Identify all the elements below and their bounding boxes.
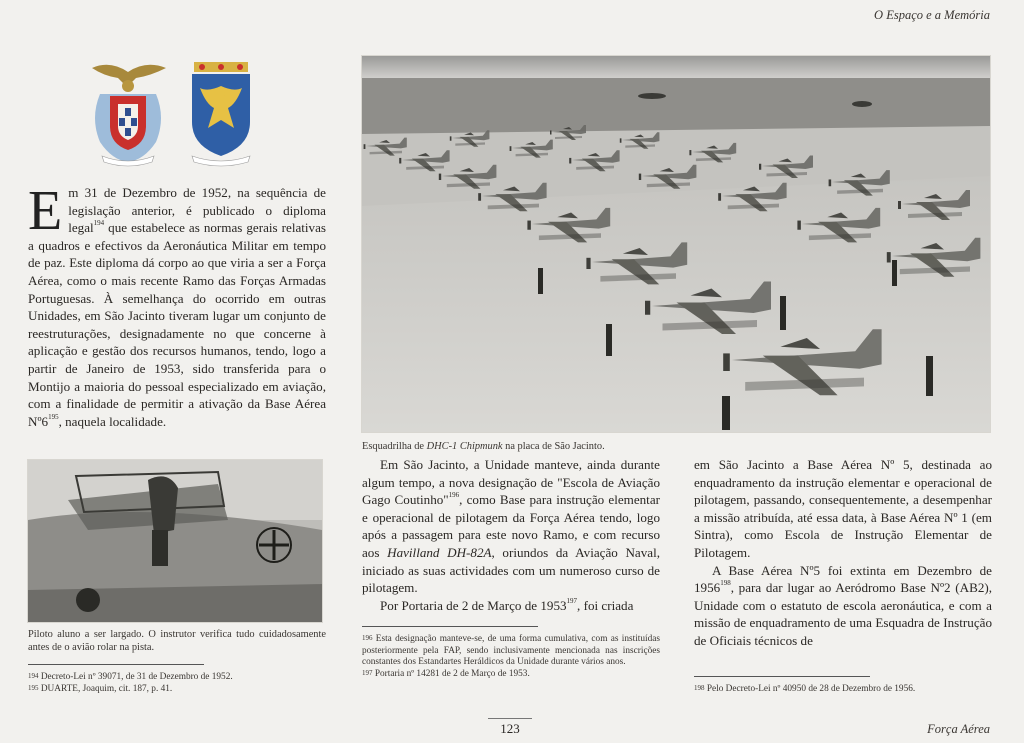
footnote-ref-196: 196 (448, 491, 460, 500)
footnote-number: 194 (28, 672, 39, 680)
footnote-text: Pelo Decreto-Lei nº 40950 de 28 de Dezembro de 1956. (704, 684, 916, 694)
footnote-rule-right (694, 676, 870, 677)
footnote-text: Portaria nº 14281 de 2 de Março de 1953. (372, 668, 530, 679)
footnotes-left (28, 672, 328, 695)
right-paragraph-2 (694, 562, 992, 650)
middle-paragraph-2 (362, 597, 660, 615)
left-paragraph-part-2: que estabelece as normas gerais relativas a quadros e efectivos da Aeronáutica Militar em tempo de paz. Este diploma dá corpo ao que viria a ser a Força Aérea, como o mais recente Ramo das Forças Armadas Portuguesas. À semelhança do ocorrido em outras Unidades, em São Jacinto tiveram lugar um conjunto de reestruturações, designadamente no que concerne à aplicação e gestão dos recursos humanos, tendo, logo a partir de Janeiro de 1953, sido transferida para o Montijo a maioria do pessoal especializado em aviação, com a finalidade de permitir a ativação da Base Aérea Nº6 (28, 220, 326, 429)
small-photo-pilot (28, 460, 322, 622)
footnote-number: 198 (694, 684, 705, 692)
footnote-number: 195 (28, 683, 39, 692)
heraldic-emblems (88, 58, 258, 168)
middle-text-d: Por Portaria de 2 de Março de 1953 (380, 597, 567, 613)
drop-cap: E (28, 180, 63, 242)
small-photo-caption: Piloto aluno a ser largado. O instrutor verifica tudo cuidadosamente antes de o avião rolar na pista. (28, 629, 326, 653)
footnote-number: 196 (362, 634, 373, 642)
right-text-a: A Base Aérea Nº5 foi extinta em Dezembro de 1956 (694, 562, 992, 596)
right-paragraph-1: em São Jacinto a Base Aérea Nº 5, destinada ao enquadramento da instrução elementar e operacional de pilotagem, passando, consequentemente, a desempenhar a missão atribuída, até essa data, à Base Aérea Nº 1 (em Sintra), como Escola de Instrução Elementar de Pilotagem. (694, 457, 992, 560)
aircraft-model: Havilland DH-82A (387, 544, 492, 560)
footnotes-right (694, 684, 992, 696)
footnote-rule-middle (362, 626, 538, 627)
footnotes-middle (362, 634, 660, 680)
main-photo-caption (362, 440, 1002, 453)
footnote-number: 197 (362, 668, 373, 677)
left-paragraph-part-1: m 31 de Dezembro de 1952, na sequência de legislação anterior, é publicado o diploma legal (68, 185, 326, 236)
right-text-b: , para dar lugar ao Aeródromo Base Nº2 (AB2), Unidade com o estatuto de escola aeronáutica, e com a missão de enquadramento de uma Esquadra de Instrução de Oficiais técnicos de (694, 580, 992, 648)
footnote-ref-195: 195 (48, 412, 59, 421)
air-force-emblem (92, 65, 166, 166)
main-photo-chipmunk-squadron (362, 56, 990, 432)
footnote-rule-left (28, 664, 204, 665)
footnote-text: DUARTE, Joaquim, cit. 187, p. 41. (38, 683, 173, 694)
caption-aircraft-name: DHC-1 Chipmunk (426, 441, 503, 452)
footnote-198 (694, 684, 992, 696)
footnote-text: Decreto-Lei nº 39071, de 31 de Dezembro de 1952. (38, 672, 233, 682)
middle-text-e: , foi criada (577, 597, 634, 613)
footnote-ref-197: 197 (566, 596, 578, 605)
running-footer: Força Aérea (927, 722, 990, 736)
right-column-text (694, 456, 992, 650)
footnote-text: Esta designação manteve-se, de uma forma cumulativa, com as instituídas posteriormente pela FAP, sendo inclusivamente mencionada nas inscrições constantes dos Estandartes Heráldicos da Unidade durante vários anos. (362, 634, 660, 667)
left-column-text (28, 180, 326, 430)
footnote-ref-194: 194 (93, 219, 105, 228)
middle-text-c: , oriundos da Aviação Naval, iniciado as suas actividades com um numeroso curso de pilotagem. (362, 544, 660, 596)
middle-text-a: Em São Jacinto, a Unidade manteve, ainda durante algum tempo, a nova designação de "Escola de Aviação Gago Coutinho" (362, 457, 660, 508)
middle-column-text (362, 456, 660, 614)
footnote-197 (362, 669, 660, 681)
footnote-ref-198: 198 (720, 579, 731, 588)
page-number: 123 (488, 718, 532, 737)
footnote-194 (28, 672, 328, 684)
footnote-196 (362, 634, 660, 669)
middle-paragraph-1 (362, 456, 660, 597)
caption-text: Esquadrilha de (362, 441, 427, 452)
left-paragraph-part-3: , naquela localidade. (58, 413, 167, 429)
caption-text-end: na placa de São Jacinto. (502, 441, 605, 452)
base-coat-of-arms (192, 62, 250, 166)
running-title: O Espaço e a Memória (874, 8, 990, 22)
middle-text-b: , como Base para instrução elementar e operacional de pilotagem da Força Aérea tendo, logo após a passagem para este novo Ramo, e com recurso aos (362, 492, 660, 560)
footnote-195 (28, 684, 328, 696)
